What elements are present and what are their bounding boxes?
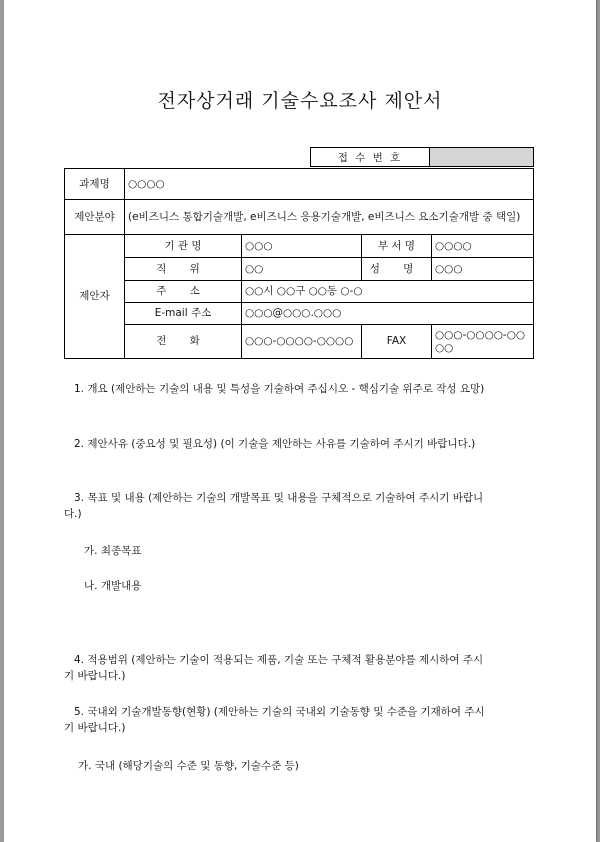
phone-value[interactable]: ○○○-○○○○-○○○○ <box>242 325 362 359</box>
proposal-field-value[interactable]: (e비즈니스 통합기술개발, e비즈니스 응용기술개발, e비즈니스 요소기술개발 중 택일) <box>125 200 534 235</box>
fax-label: FAX <box>362 325 432 359</box>
section-4-scope-line2: 기 바랍니다.) <box>64 670 126 682</box>
proposal-info-table <box>64 168 534 359</box>
receipt-number-table <box>310 147 534 167</box>
fax-value[interactable]: ○○○-○○○○-○○○○ <box>432 325 534 359</box>
address-value[interactable]: ○○시 ○○구 ○○동 ○-○ <box>242 281 534 303</box>
proposal-field-label: 제안분야 <box>65 200 125 235</box>
project-name-label: 과제명 <box>65 169 125 200</box>
position-label: 직 위 <box>125 258 242 281</box>
position-value[interactable]: ○○ <box>242 258 362 281</box>
email-label: E-mail 주소 <box>125 303 242 325</box>
section-3a-final-goal: 가. 최종목표 <box>84 545 142 557</box>
section-3-goals-line1: 3. 목표 및 내용 (제안하는 기술의 개발목표 및 내용을 구체적으로 기술하여 주시기 바랍니 <box>74 492 484 504</box>
org-name-value[interactable]: ○○○ <box>242 235 362 258</box>
section-3b-dev-content: 나. 개발내용 <box>84 580 142 592</box>
section-5-trends-line2: 기 바랍니다.) <box>64 722 126 734</box>
receipt-number-field[interactable] <box>430 148 534 167</box>
email-value[interactable]: ○○○@○○○.○○○ <box>242 303 534 325</box>
receipt-number-label: 접 수 번 호 <box>311 148 430 167</box>
org-name-label: 기 관 명 <box>125 235 242 258</box>
person-name-value[interactable]: ○○○ <box>432 258 534 281</box>
dept-name-label: 부 서 명 <box>362 235 432 258</box>
section-5-trends-line1: 5. 국내외 기술개발동향(현황) (제안하는 기술의 국내외 기술동향 및 수준을 기재하여 주시 <box>74 706 485 718</box>
section-2-reason: 2. 제안사유 (중요성 및 필요성) (이 기술을 제안하는 사유를 기술하여 주시기 바랍니다.) <box>74 438 476 450</box>
address-label: 주 소 <box>125 281 242 303</box>
section-3-goals-line2: 다.) <box>64 508 82 520</box>
document-title: 전자상거래 기술수요조사 제안서 <box>157 90 443 112</box>
section-5a-domestic: 가. 국내 (해당기술의 수준 및 동향, 기술수준 등) <box>78 760 299 772</box>
section-1-overview: 1. 개요 (제안하는 기술의 내용 및 특성을 기술하여 주십시오 - 핵심기술 위주로 작성 요망) <box>74 383 485 395</box>
project-name-value[interactable]: ○○○○ <box>125 169 534 200</box>
proposer-label: 제안자 <box>65 235 125 359</box>
phone-label: 전 화 <box>125 325 242 359</box>
person-name-label: 성 명 <box>362 258 432 281</box>
dept-name-value[interactable]: ○○○○ <box>432 235 534 258</box>
section-4-scope-line1: 4. 적용범위 (제안하는 기술이 적용되는 제품, 기술 또는 구체적 활용분야를 제시하여 주시 <box>74 654 484 666</box>
